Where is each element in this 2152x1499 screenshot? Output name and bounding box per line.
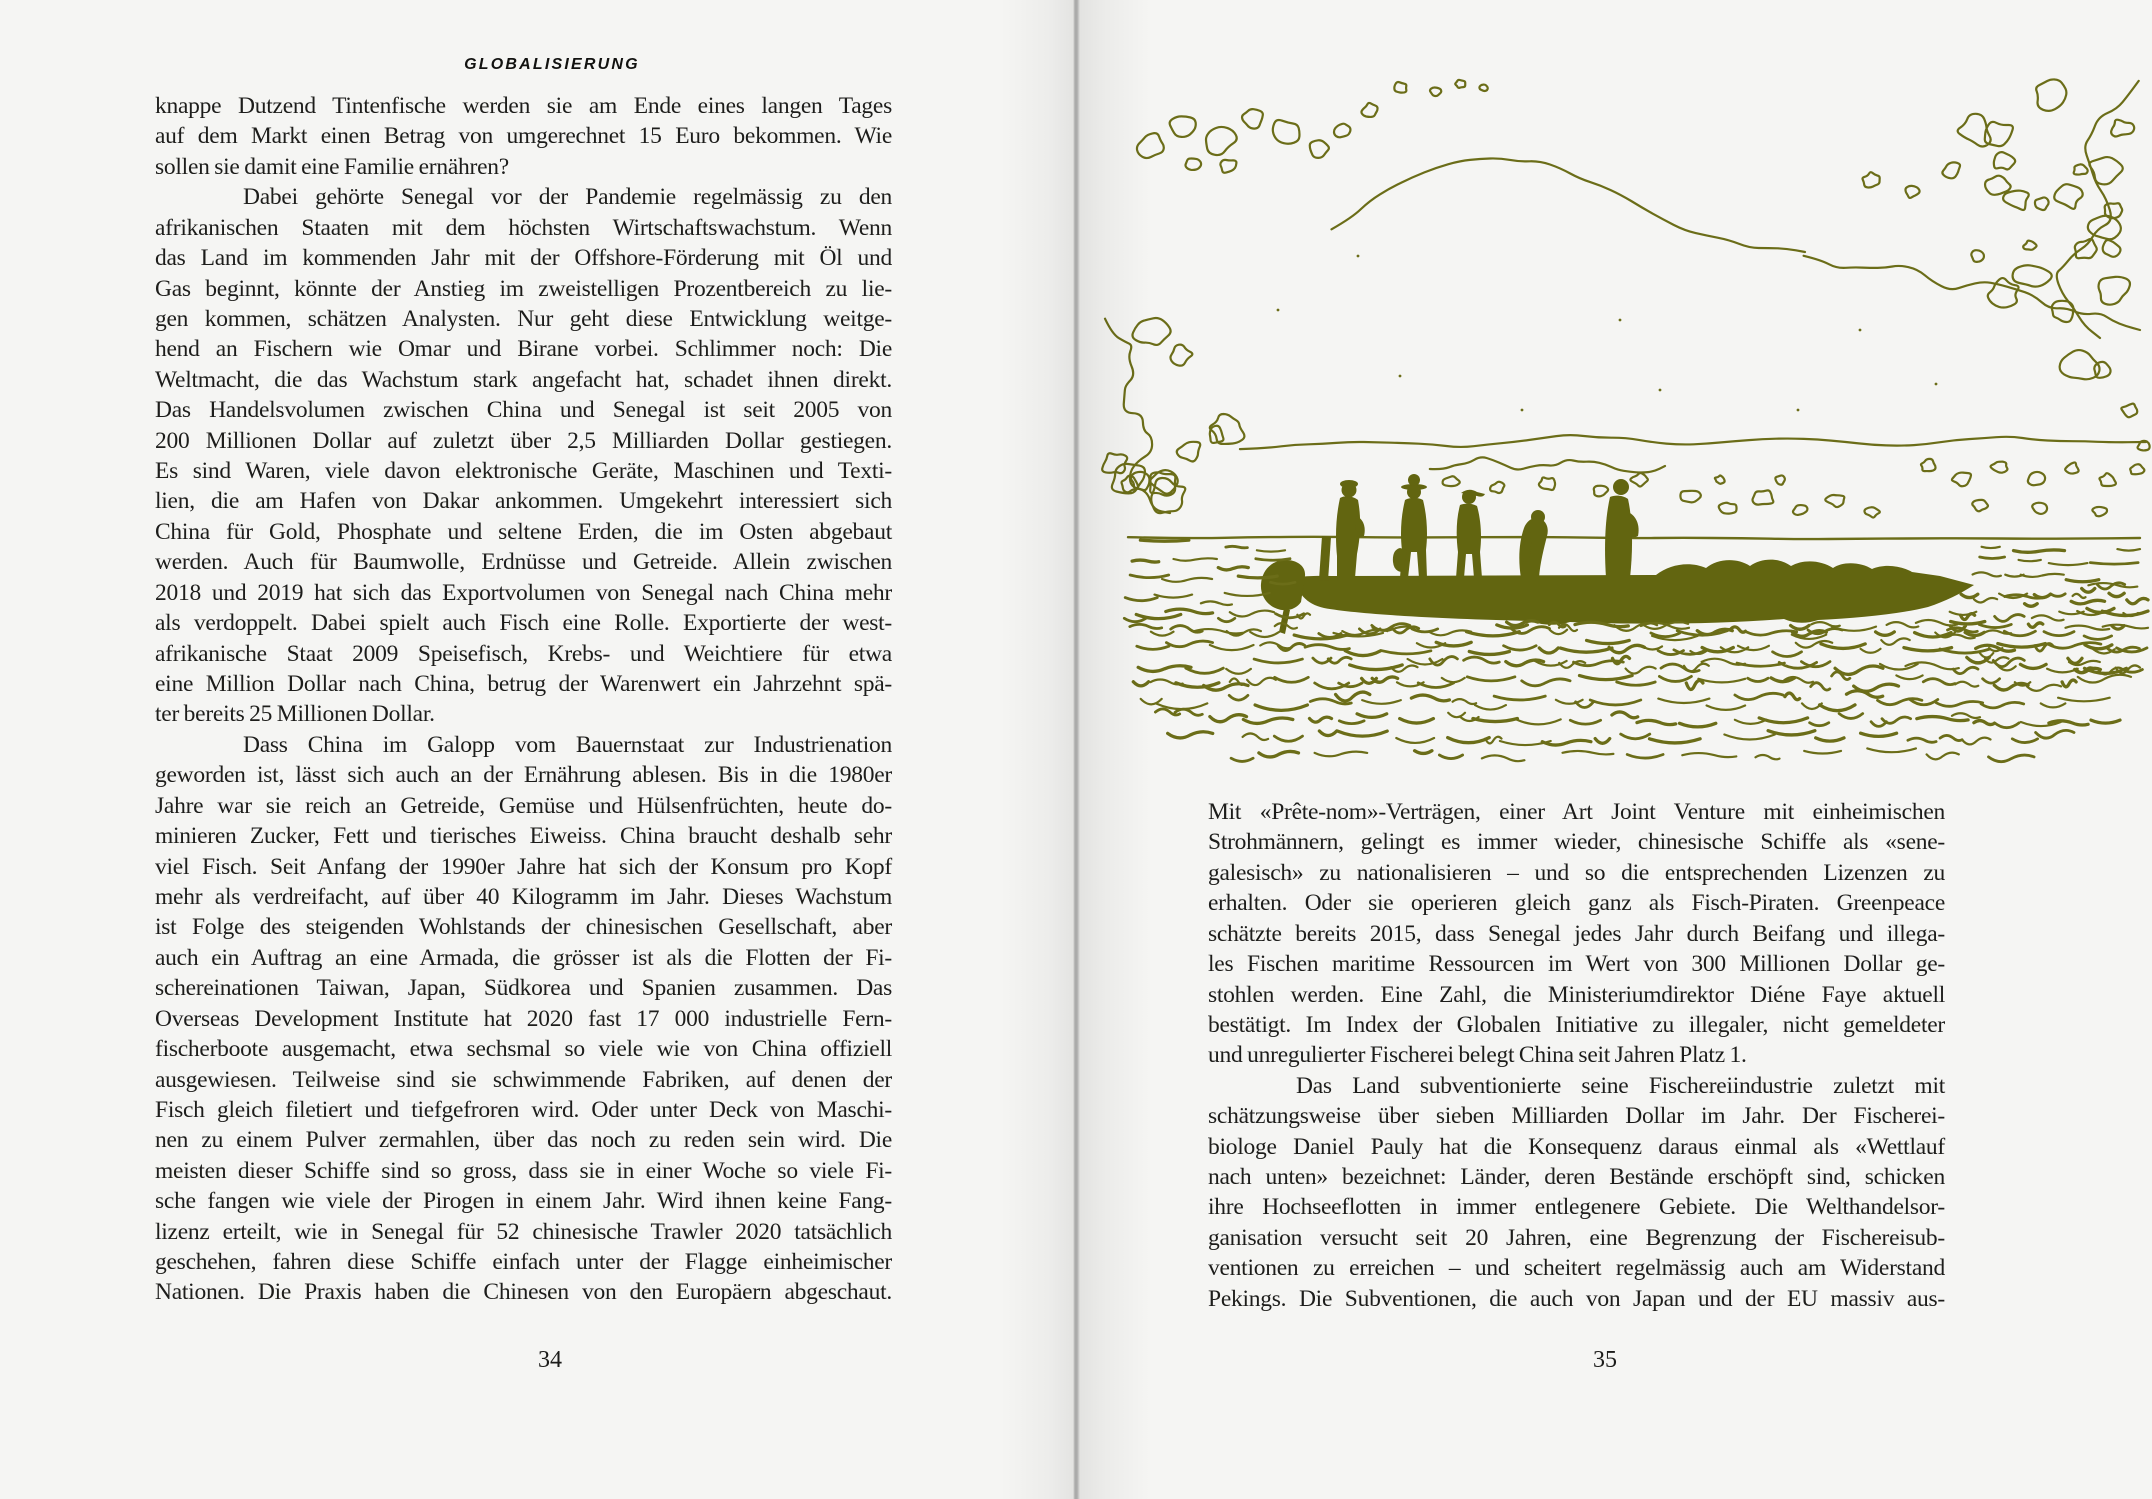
text-line: knappe Dutzend Tintenfische werden sie am Ende eines langen Tages bbox=[155, 93, 892, 119]
text-line: auf dem Markt einen Betrag von umgerechnet 15 Euro bekommen. Wie bbox=[155, 123, 892, 150]
text-line: nach unten» bezeichnet: Länder, deren Bestände erschöpft sind, schicken bbox=[1208, 1164, 1945, 1191]
text-line: auch ein Auftrag an eine Armada, die grösser ist als die Flotten der Fi- bbox=[155, 944, 892, 971]
pirogue-boat bbox=[1261, 474, 1974, 634]
text-line: meisten dieser Schiffe sind so gross, dass sie in einer Woche so viele Fi- bbox=[155, 1157, 892, 1184]
text-line: afrikanischen Staaten mit dem höchsten Wirtschaftswachstum. Wenn bbox=[155, 214, 892, 241]
text-line: afrikanische Staat 2009 Speisefisch, Krebs- und Weichtiere für etwa bbox=[155, 640, 892, 667]
text-line: Es sind Waren, viele davon elektronische Geräte, Maschinen und Texti- bbox=[155, 458, 892, 485]
text-line: geworden ist, lässt sich auch an der Ernährung ablesen. Bis in die 1980er bbox=[155, 762, 892, 789]
body-text-left bbox=[155, 91, 892, 1308]
text-line: Strohmännern, gelingt es immer wieder, chinesische Schiffe als «sene- bbox=[1208, 829, 1945, 856]
body-text-right bbox=[1208, 797, 1945, 1314]
text-line: ganisation versucht seit 20 Jahren, eine Begrenzung der Fischereisub- bbox=[1208, 1224, 1945, 1251]
text-line: lizenz erteilt, wie in Senegal für 52 chinesische Trawler 2020 tatsächlich bbox=[155, 1218, 892, 1245]
text-line: lien, die am Hafen von Dakar ankommen. Umgekehrt interessiert sich bbox=[155, 488, 892, 515]
text-line: Dabei gehörte Senegal vor der Pandemie regelmässig zu den bbox=[243, 184, 892, 211]
text-line: Mit «Prête-nom»-Verträgen, einer Art Joint Venture mit einheimischen bbox=[1208, 799, 1945, 825]
clouds-layer bbox=[1102, 79, 2149, 517]
text-line: ter bereits 25 Millionen Dollar. bbox=[155, 701, 435, 728]
text-line: gen kommen, schätzen Analysten. Nur geht diese Entwicklung weitge- bbox=[155, 305, 892, 332]
stern-plank bbox=[1319, 536, 1331, 581]
text-line: Das Land subventionierte seine Fischereiindustrie zuletzt mit bbox=[1296, 1072, 1945, 1099]
text-line: biologe Daniel Pauly hat die Konsequenz daraus einmal als «Wettlauf bbox=[1208, 1133, 1945, 1160]
text-line: Overseas Development Institute hat 2020 fast 17 000 industrielle Fern- bbox=[155, 1005, 892, 1032]
text-line: Weltmacht, die das Wachstum stark angefacht hat, schadet ihnen direkt. bbox=[155, 366, 892, 393]
text-line: und unregulierter Fischerei belegt China seit Jahren Platz 1. bbox=[1208, 1042, 1747, 1069]
text-line: nen zu einem Pulver zermahlen, über das noch zu reden sein wird. Die bbox=[155, 1127, 892, 1154]
text-line: galesisch» zu nationalisieren – und so die entsprechenden Lizenzen zu bbox=[1208, 859, 1945, 886]
pirogue-illustration bbox=[1100, 18, 2152, 780]
text-line: viel Fisch. Seit Anfang der 1990er Jahre hat sich der Konsum pro Kopf bbox=[155, 853, 892, 880]
page-number-left: 34 bbox=[538, 1347, 562, 1373]
text-line: Das Handelsvolumen zwischen China und Senegal ist seit 2005 von bbox=[155, 397, 892, 424]
text-line: China für Gold, Phosphate und seltene Erden, die im Osten abgebaut bbox=[155, 518, 892, 545]
text-line: als verdoppelt. Dabei spielt auch Fisch eine Rolle. Exportierte der west- bbox=[155, 610, 892, 637]
text-line: Nationen. Die Praxis haben die Chinesen von den Europäern abgeschaut. bbox=[155, 1279, 892, 1306]
text-line: hend an Fischern wie Omar und Birane vorbei. Schlimmer noch: Die bbox=[155, 336, 892, 363]
page-number-right: 35 bbox=[1593, 1347, 1617, 1373]
text-line: werden. Auch für Baumwolle, Erdnüsse und Getreide. Allein zwischen bbox=[155, 549, 892, 576]
text-line: schereinationen Taiwan, Japan, Südkorea und Spanien zusammen. Das bbox=[155, 975, 892, 1002]
text-line: ihre Hochseeflotten in immer entlegenere Gebiete. Die Welthandelsor- bbox=[1208, 1194, 1945, 1221]
text-line: Pekings. Die Subventionen, die auch von Japan und der EU massiv aus- bbox=[1208, 1285, 1945, 1312]
text-line: Jahre war sie reich an Getreide, Gemüse und Hülsenfrüchten, heute do- bbox=[155, 792, 892, 819]
text-line: fischerboote ausgemacht, etwa sechsmal so viele wie von China offiziell bbox=[155, 1036, 892, 1063]
text-line: Gas beginnt, könnte der Anstieg im zweistelligen Prozentbereich zu lie- bbox=[155, 275, 892, 302]
text-line: schätzungsweise über sieben Milliarden Dollar im Jahr. Der Fischerei- bbox=[1208, 1103, 1945, 1130]
text-line: ventionen zu erreichen – und scheitert regelmässig auch am Widerstand bbox=[1208, 1255, 1945, 1282]
text-line: minieren Zucker, Fett und tierisches Eiweiss. China braucht deshalb sehr bbox=[155, 823, 892, 850]
text-line: 200 Millionen Dollar auf zuletzt über 2,5 Milliarden Dollar gestiegen. bbox=[155, 427, 892, 454]
text-line: sollen sie damit eine Familie ernähren? bbox=[155, 153, 509, 180]
text-line: schätzte bereits 2015, dass Senegal jedes Jahr durch Beifang und illega- bbox=[1208, 920, 1945, 947]
running-header: GLOBALISIERUNG bbox=[464, 56, 640, 73]
text-line: Fisch gleich filetiert und tiefgefroren wird. Oder unter Deck von Maschi- bbox=[155, 1096, 892, 1123]
text-line: mehr als verdreifacht, auf über 40 Kilogramm im Jahr. Dieses Wachstum bbox=[155, 883, 892, 910]
text-line: ausgewiesen. Teilweise sind sie schwimmende Fabriken, auf denen der bbox=[155, 1066, 892, 1093]
text-line: erhalten. Oder sie operieren gleich ganz als Fisch-Piraten. Greenpeace bbox=[1208, 890, 1945, 917]
text-line: sche fangen wie viele der Pirogen in einem Jahr. Wird ihnen keine Fang- bbox=[155, 1188, 892, 1215]
text-line: das Land im kommenden Jahr mit der Offshore-Förderung mit Öl und bbox=[155, 245, 892, 272]
text-line: les Fischen maritime Ressourcen im Wert von 300 Millionen Dollar ge- bbox=[1208, 951, 1945, 978]
text-line: eine Million Dollar nach China, betrug der Warenwert ein Jahrzehnt spä- bbox=[155, 671, 892, 698]
text-line: bestätigt. Im Index der Globalen Initiative zu illegaler, nicht gemeldeter bbox=[1208, 1011, 1945, 1038]
text-line: ist Folge des steigenden Wohlstands der chinesischen Gesellschaft, aber bbox=[155, 914, 892, 941]
text-line: stohlen werden. Eine Zahl, die Ministeriumdirektor Diéne Faye aktuell bbox=[1208, 981, 1945, 1008]
motor-skeg bbox=[1279, 608, 1290, 634]
text-line: Dass China im Galopp vom Bauernstaat zur Industrienation bbox=[243, 731, 892, 758]
text-line: 2018 und 2019 hat sich das Exportvolumen von Senegal nach China mehr bbox=[155, 579, 892, 606]
text-line: geschehen, fahren diese Schiffe einfach unter der Flagge einheimischer bbox=[155, 1249, 892, 1276]
